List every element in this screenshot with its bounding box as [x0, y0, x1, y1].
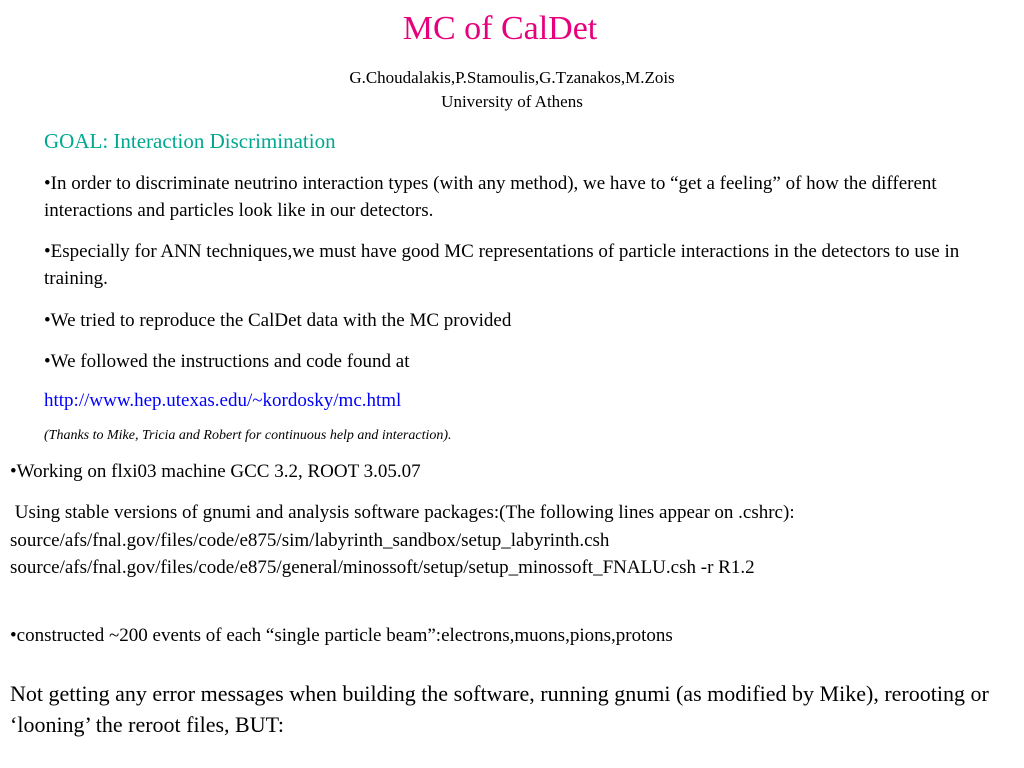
bullet-discriminate: •In order to discriminate neutrino interaction types (with any method), we have to “get a feeling” of how the different interactions and particles look like in our detectors.: [44, 173, 937, 221]
slide-title: MC of CalDet: [402, 10, 598, 47]
bullet-instructions: •We followed the instructions and code found at: [44, 351, 410, 372]
setup-minossoft-path: source/afs/fnal.gov/files/code/e875/general/minossoft/setup/setup_minossoft_FNALU.csh -r R1.2: [10, 557, 755, 578]
using-stable-versions: Using stable versions of gnumi and analysis software packages:(The following lines appear on .cshrc):: [10, 502, 795, 523]
final-statement: Not getting any error messages when building the software, running gnumi (as modified by Mike), rerooting or ‘looning’ the reroot files, BUT:: [10, 681, 989, 737]
thanks-note: (Thanks to Mike, Tricia and Robert for continuous help and interaction).: [44, 428, 452, 443]
working-machine: •Working on flxi03 machine GCC 3.2, ROOT 3.05.07: [10, 461, 421, 482]
setup-labyrinth-path: source/afs/fnal.gov/files/code/e875/sim/labyrinth_sandbox/setup_labyrinth.csh: [10, 530, 610, 551]
authors: G.Choudalakis,P.Stamoulis,G.Tzanakos,M.Zois: [349, 68, 675, 87]
mc-instructions-link[interactable]: http://www.hep.utexas.edu/~kordosky/mc.html: [44, 390, 402, 411]
affiliation: University of Athens: [441, 92, 583, 111]
bullet-ann: •Especially for ANN techniques,we must have good MC representations of particle interactions in the detectors to use in training.: [44, 241, 960, 289]
bullet-reproduce: •We tried to reproduce the CalDet data with the MC provided: [44, 310, 512, 331]
goal-heading: GOAL: Interaction Discrimination: [44, 129, 336, 153]
constructed-events: •constructed ~200 events of each “single particle beam”:electrons,muons,pions,protons: [10, 625, 673, 646]
